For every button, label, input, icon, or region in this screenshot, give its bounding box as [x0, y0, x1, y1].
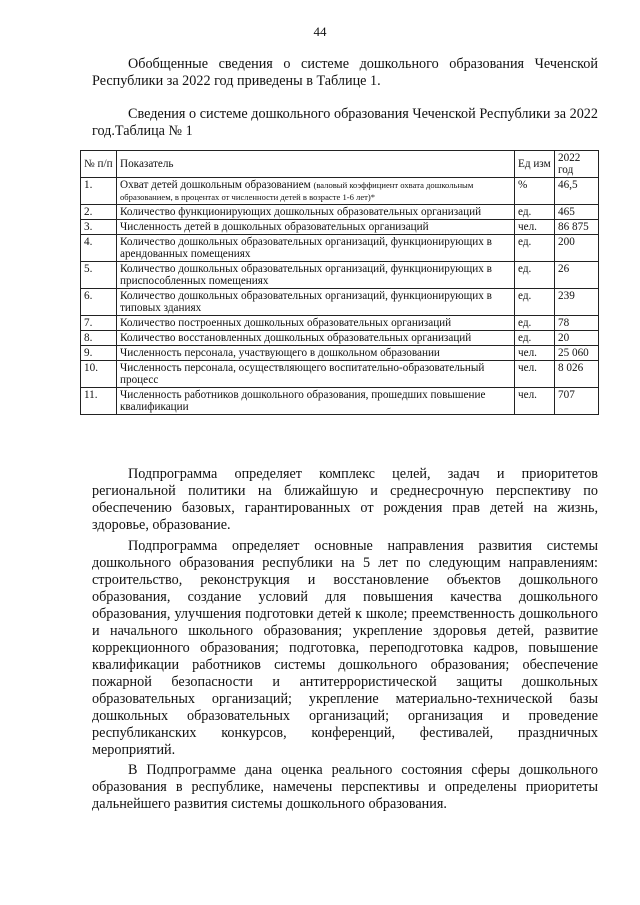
table-row [81, 346, 599, 361]
row-number: 1. [81, 178, 117, 205]
row-unit: чел. [515, 346, 555, 361]
row-indicator: Количество построенных дошкольных образовательных организаций [117, 316, 515, 331]
row-number: 6. [81, 289, 117, 316]
body-paragraph-1: Подпрограмма определяет комплекс целей, задач и приоритетов региональной политики на ближайшую и среднесрочную перспективу по обеспечению базовых, гарантированных от рождения прав детей на жизнь, здоровье, образование. [92, 466, 598, 533]
header-indicator: Показатель [117, 151, 515, 178]
row-unit: ед. [515, 262, 555, 289]
row-number: 11. [81, 388, 117, 415]
row-value: 25 060 [555, 346, 599, 361]
table-row [81, 316, 599, 331]
row-unit: % [515, 178, 555, 205]
row-unit: чел. [515, 388, 555, 415]
row-indicator: Количество дошкольных образовательных организаций, функционирующих в типовых зданиях [117, 289, 515, 316]
row-value: 239 [555, 289, 599, 316]
table-row [81, 178, 599, 205]
table-row [81, 262, 599, 289]
row-unit: ед. [515, 316, 555, 331]
row-indicator: Численность персонала, осуществляющего воспитательно-образовательный процесс [117, 361, 515, 388]
row-number: 9. [81, 346, 117, 361]
row-number: 5. [81, 262, 117, 289]
table-row [81, 361, 599, 388]
intro-paragraph: Обобщенные сведения о системе дошкольного образования Чеченской Республики за 2022 год приведены в Таблице 1. [92, 56, 598, 89]
row-unit: чел. [515, 220, 555, 235]
table-row [81, 331, 599, 346]
body-paragraph-2: Подпрограмма определяет основные направления развития системы дошкольного образования республики на 5 лет по следующим направлениям: строительство, реконструкция и восстановление объектов дошкольного образования, создание условий для повышения качества дошкольного образования, улучшения подготовки детей к школе; преемственность дошкольного и начального школьного образования; укрепление здоровья детей, развитие коррекционного образования; подготовка, переподготовка кадров, повышение квалификации работников системы дошкольного образования; обеспечение пожарной безопасности и антитеррористической защиты дошкольных образовательных организаций; укрепление материально-технической базы дошкольных образовательных организаций; организация и проведение республиканских конкурсов, конференций, фестивалей, праздничных мероприятий. [92, 538, 598, 758]
row-number: 2. [81, 205, 117, 220]
row-unit: ед. [515, 289, 555, 316]
row-value: 8 026 [555, 361, 599, 388]
body-paragraph-3: В Подпрограмме дана оценка реального состояния сферы дошкольного образования в республике, намечены перспективы и определены приоритеты дальнейшего развития системы дошкольного образования. [92, 762, 598, 812]
row-indicator: Численность детей в дошкольных образовательных организаций [117, 220, 515, 235]
page-number: 44 [313, 24, 327, 39]
row-value: 20 [555, 331, 599, 346]
table-row [81, 220, 599, 235]
row-number: 7. [81, 316, 117, 331]
row-indicator: Охват детей дошкольным образованием (валовый коэффициент охвата дошкольным образованием, в процентах от численности детей в возрасте 1-6 лет)* [117, 178, 515, 205]
row-unit: ед. [515, 205, 555, 220]
row-unit: чел. [515, 361, 555, 388]
header-year: 2022 год [555, 151, 599, 178]
table-caption: Сведения о системе дошкольного образования Чеченской Республики за 2022 год.Таблица № 1 [92, 106, 598, 139]
table-header-row [81, 151, 599, 178]
row-number: 3. [81, 220, 117, 235]
row-value: 200 [555, 235, 599, 262]
table-row [81, 388, 599, 415]
row-indicator: Количество функционирующих дошкольных образовательных организаций [117, 205, 515, 220]
row-unit: ед. [515, 235, 555, 262]
row-indicator: Количество восстановленных дошкольных образовательных организаций [117, 331, 515, 346]
row-number: 4. [81, 235, 117, 262]
row-note: (валовый коэффициент охвата дошкольным образованием, в процентах от численности детей в возрасте 1-6 лет)* [120, 180, 474, 202]
row-indicator: Количество дошкольных образовательных организаций, функционирующих в приспособленных помещениях [117, 262, 515, 289]
table-row [81, 235, 599, 262]
row-indicator: Количество дошкольных образовательных организаций, функционирующих в арендованных помещениях [117, 235, 515, 262]
table-row [81, 205, 599, 220]
table-row [81, 289, 599, 316]
row-value: 707 [555, 388, 599, 415]
row-value: 46,5 [555, 178, 599, 205]
row-number: 8. [81, 331, 117, 346]
row-value: 86 875 [555, 220, 599, 235]
header-unit: Ед изм [515, 151, 555, 178]
row-value: 78 [555, 316, 599, 331]
row-number: 10. [81, 361, 117, 388]
row-indicator: Численность персонала, участвующего в дошкольном образовании [117, 346, 515, 361]
row-indicator: Численность работников дошкольного образования, прошедших повышение квалификации [117, 388, 515, 415]
row-value: 26 [555, 262, 599, 289]
row-unit: ед. [515, 331, 555, 346]
row-value: 465 [555, 205, 599, 220]
data-table [80, 150, 599, 415]
header-number: № п/п [81, 151, 117, 178]
